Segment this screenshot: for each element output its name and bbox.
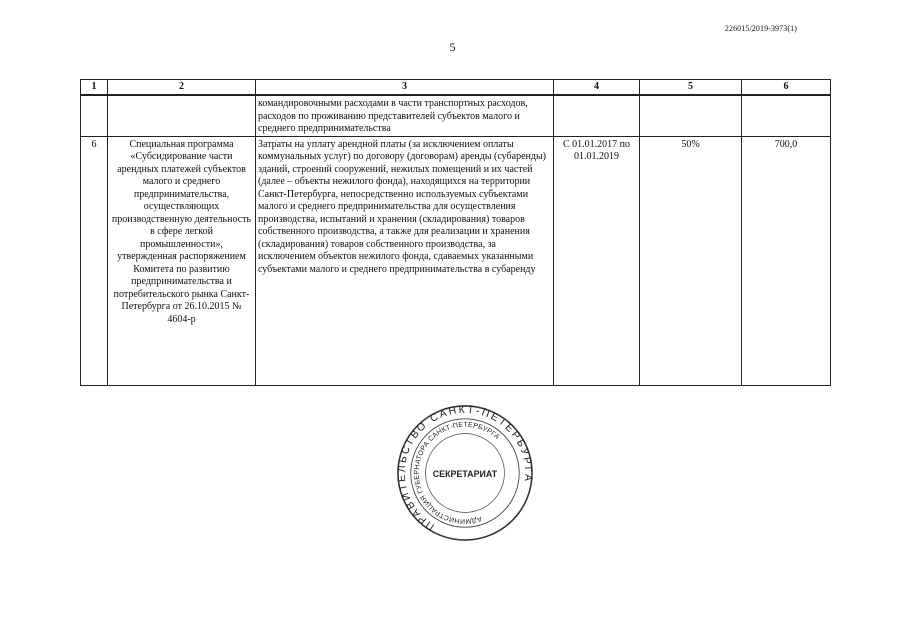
stamp-inner-text: АДМИНИСТРАЦИЯ ГУБЕРНАТОРА САНКТ-ПЕТЕРБУРГА bbox=[413, 421, 501, 525]
continuation-text: командировочными расходами в части транспортных расходов, расходов по проживанию представителей субъектов малого и среднего предпринимательства bbox=[256, 95, 554, 136]
column-header: 1 bbox=[81, 80, 108, 96]
row-number: 6 bbox=[81, 136, 108, 385]
column-header: 3 bbox=[256, 80, 554, 96]
column-header: 2 bbox=[108, 80, 256, 96]
table-row bbox=[81, 95, 831, 136]
program-table bbox=[80, 79, 831, 386]
column-header: 6 bbox=[742, 80, 831, 96]
page-number: 5 bbox=[449, 40, 456, 54]
document-registration-number: 226015/2019-3973(1) bbox=[724, 24, 797, 33]
subsidy-rate: 50% bbox=[640, 136, 742, 385]
program-name: Специальная программа «Субсидирование части арендных платежей субъектов малого и среднего предпринимательства, осуществляющих производственную деятельность в сфере легкой промышленности», утвержденная распоряжением Комитета по развитию предпринимательства и потребительского рынка Санкт-Петербурга от 26.10.2015 № 4604-р bbox=[108, 136, 256, 385]
stamp-center-text: СЕКРЕТАРИАТ bbox=[432, 468, 498, 479]
column-header: 5 bbox=[640, 80, 742, 96]
column-header: 4 bbox=[554, 80, 640, 96]
table-row bbox=[81, 136, 831, 385]
period: С 01.01.2017 по 01.01.2019 bbox=[554, 136, 640, 385]
stamp-outer-text: ПРАВИТЕЛЬСТВО САНКТ-ПЕТЕРБУРГА bbox=[396, 404, 534, 532]
amount: 700,0 bbox=[742, 136, 831, 385]
table-header-row bbox=[81, 80, 831, 96]
expense-description: Затраты на уплату арендной платы (за исключением оплаты коммунальных услуг) по договору (договорам) аренды (субаренды) зданий, строений сооружений, нежилых помещений и их частей (далее – объекты нежилого фонда), находящихся на территории Санкт-Петербурга, непосредственно используемых субъектами малого и среднего предпринимательства для осуществления производства, испытаний и хранения (складирования) товаров собственного производства, а также для реализации и хранения (складирования) товаров собственного производства, за исключением объектов нежилого фонда, сдаваемых указанными субъектами малого и среднего предпринимательства в субаренду bbox=[256, 136, 554, 385]
secretariat-stamp bbox=[396, 404, 534, 542]
